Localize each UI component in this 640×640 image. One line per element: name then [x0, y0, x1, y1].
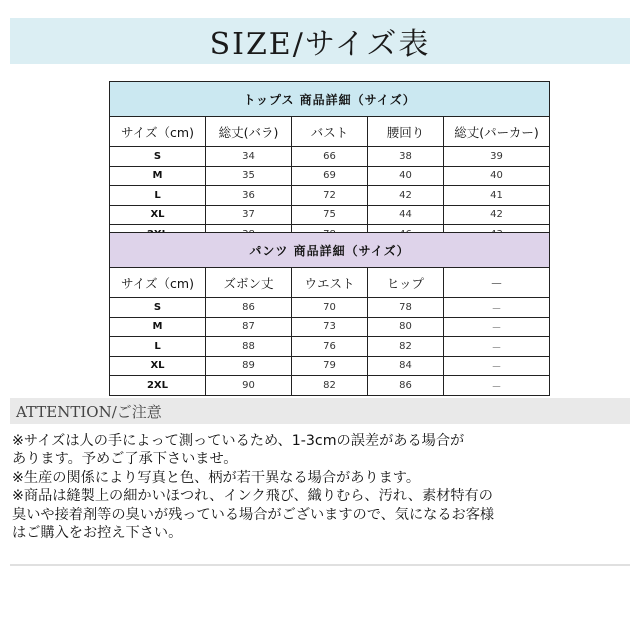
value-cell: 38 — [368, 147, 444, 167]
value-cell: 41 — [444, 186, 550, 206]
value-cell: 87 — [206, 317, 292, 337]
value-cell: － — [444, 356, 550, 376]
pants-size-table — [109, 232, 550, 396]
note-line: ※サイズは人の手によって測っているため、1-3cmの誤差がある場合が — [12, 433, 465, 449]
value-cell: 84 — [368, 356, 444, 376]
note-line: 臭いや接着剤等の臭いが残っている場合がございますので、気になるお客様 — [12, 506, 495, 523]
value-cell: － — [444, 337, 550, 357]
column-header: サイズ（cm) — [110, 117, 206, 147]
table-row — [110, 147, 550, 167]
size-cell: L — [110, 337, 206, 357]
pants-section-title: パンツ 商品詳細（サイズ） — [110, 233, 550, 268]
page-title: SIZE/サイズ表 — [209, 27, 431, 62]
table-row — [110, 337, 550, 357]
divider — [10, 564, 630, 566]
value-cell: 82 — [292, 376, 368, 396]
value-cell: － — [444, 298, 550, 318]
title-banner — [10, 18, 630, 64]
value-cell: 66 — [292, 147, 368, 167]
value-cell: 39 — [444, 147, 550, 167]
size-cell: XL — [110, 356, 206, 376]
column-header: ヒップ — [368, 268, 444, 298]
value-cell: 90 — [206, 376, 292, 396]
value-cell: 89 — [206, 356, 292, 376]
value-cell: 79 — [292, 356, 368, 376]
note-line: ※商品は縫製上の細かいほつれ、インク飛び、織りむら、汚れ、素材特有の — [12, 488, 493, 505]
size-cell: S — [110, 298, 206, 318]
size-cell: S — [110, 147, 206, 167]
column-header: ズボン丈 — [206, 268, 292, 298]
size-cell: L — [110, 186, 206, 206]
column-header: バスト — [292, 117, 368, 147]
attention-bar — [10, 398, 630, 424]
value-cell: 37 — [206, 205, 292, 225]
value-cell: 42 — [368, 186, 444, 206]
value-cell: － — [444, 317, 550, 337]
table-row — [110, 317, 550, 337]
value-cell: 86 — [368, 376, 444, 396]
value-cell: 78 — [368, 298, 444, 318]
value-cell: 73 — [292, 317, 368, 337]
column-header: 総丈(バラ) — [206, 117, 292, 147]
column-header: － — [444, 268, 550, 298]
value-cell: － — [444, 376, 550, 396]
value-cell: 75 — [292, 205, 368, 225]
tops-section-title: トップス 商品詳細（サイズ） — [110, 82, 550, 117]
value-cell: 69 — [292, 166, 368, 186]
value-cell: 35 — [206, 166, 292, 186]
table-row — [110, 356, 550, 376]
size-cell: M — [110, 317, 206, 337]
value-cell: 88 — [206, 337, 292, 357]
table-row — [110, 166, 550, 186]
size-cell: 2XL — [110, 376, 206, 396]
value-cell: 80 — [368, 317, 444, 337]
attention-heading: ATTENTION/ご注意 — [16, 402, 162, 421]
value-cell: 70 — [292, 298, 368, 318]
table-row — [110, 186, 550, 206]
value-cell: 44 — [368, 205, 444, 225]
note-line: あります。予めご了承下さいませ。 — [12, 451, 238, 468]
value-cell: 86 — [206, 298, 292, 318]
size-cell: M — [110, 166, 206, 186]
value-cell: 36 — [206, 186, 292, 206]
value-cell: 76 — [292, 337, 368, 357]
tops-section-header — [110, 82, 550, 117]
value-cell: 40 — [368, 166, 444, 186]
note-line: ※生産の関係により写真と色、柄が若干異なる場合があります。 — [12, 469, 421, 486]
table-row — [110, 376, 550, 396]
table-row — [110, 205, 550, 225]
attention-notes — [12, 432, 628, 542]
value-cell: 72 — [292, 186, 368, 206]
value-cell: 40 — [444, 166, 550, 186]
pants-column-headers — [110, 268, 550, 298]
column-header: 総丈(パーカー) — [444, 117, 550, 147]
value-cell: 34 — [206, 147, 292, 167]
tops-size-table — [109, 81, 550, 245]
column-header: ウエスト — [292, 268, 368, 298]
value-cell: 82 — [368, 337, 444, 357]
column-header: 腰回り — [368, 117, 444, 147]
size-cell: XL — [110, 205, 206, 225]
pants-section-header — [110, 233, 550, 268]
column-header: サイズ（cm) — [110, 268, 206, 298]
tops-column-headers — [110, 117, 550, 147]
note-line: はご購入をお控え下さい。 — [12, 525, 183, 542]
table-row — [110, 298, 550, 318]
value-cell: 42 — [444, 205, 550, 225]
